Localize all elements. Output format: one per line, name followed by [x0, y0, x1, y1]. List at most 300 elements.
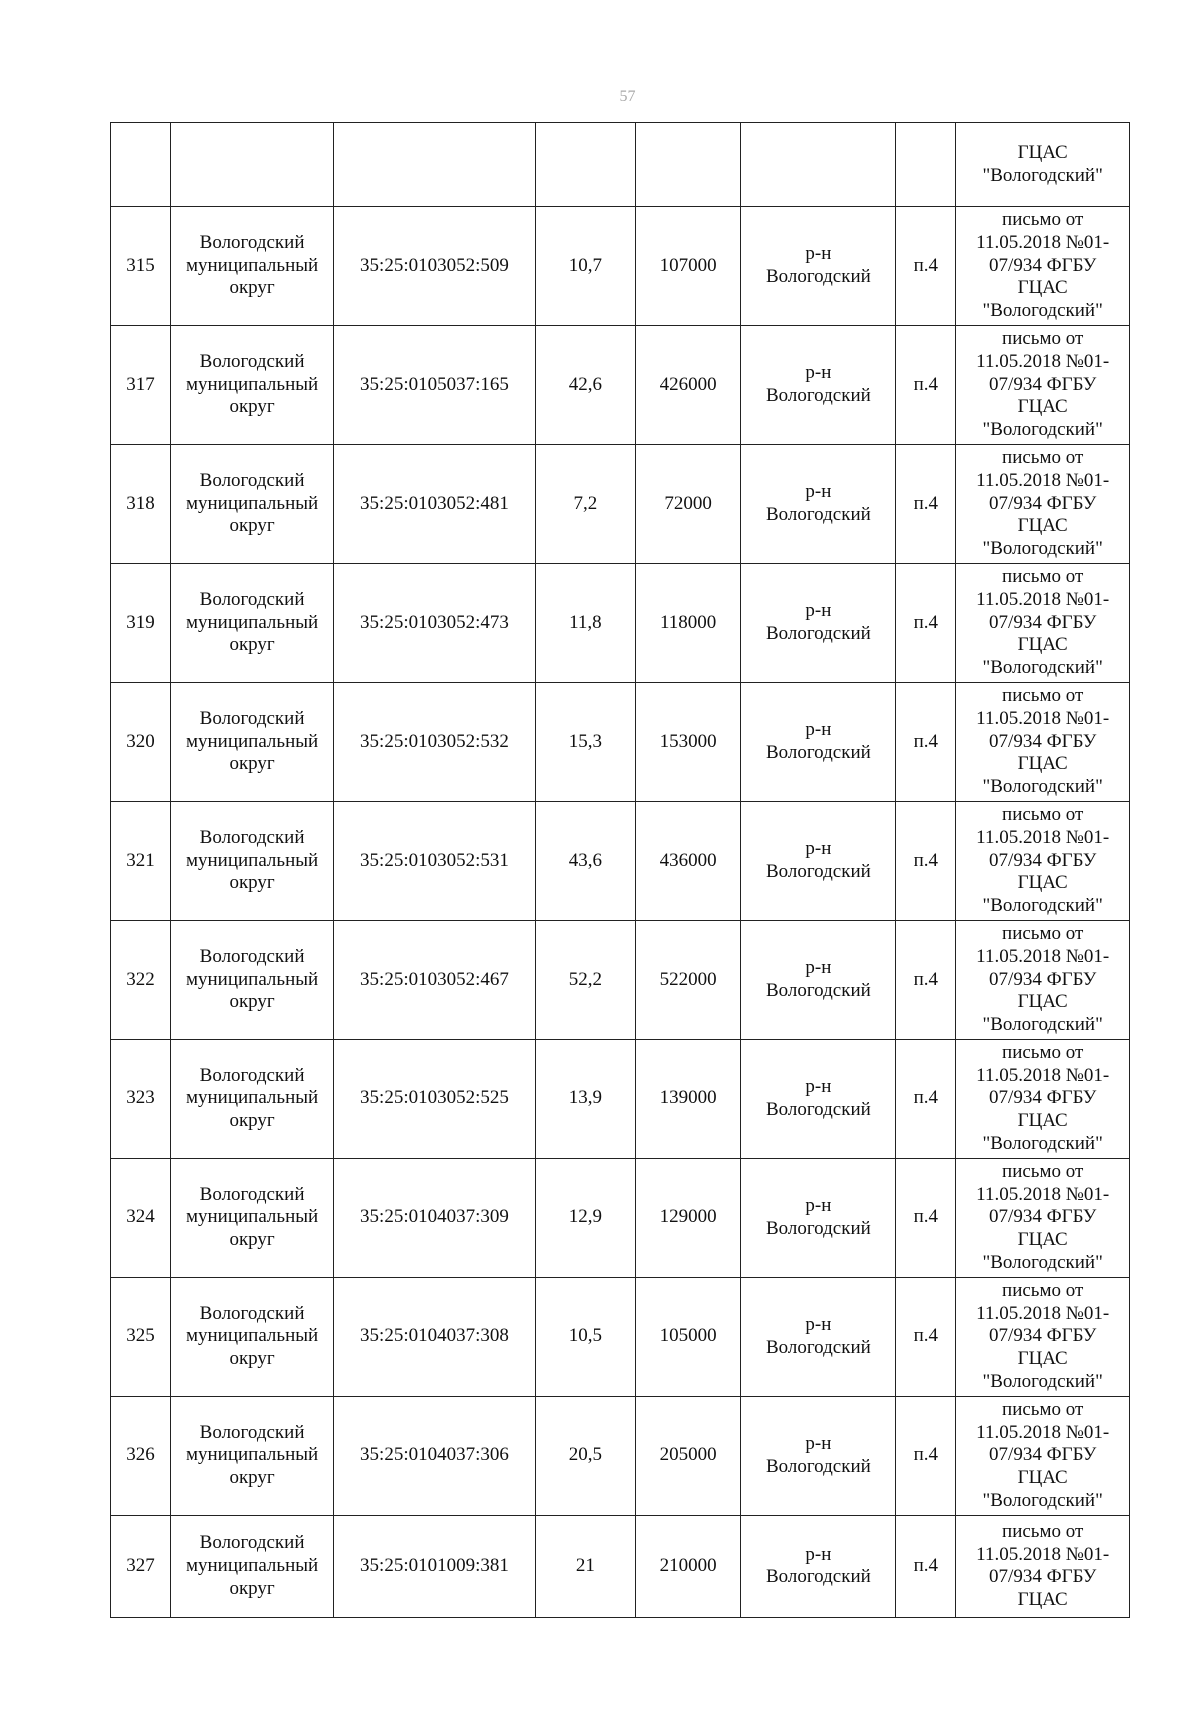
cell-name-text: Вологодский	[199, 588, 305, 610]
cell-note-text: ГЦАС	[1017, 872, 1068, 894]
cell-num	[111, 1277, 171, 1396]
cell-name-text: округ	[229, 753, 275, 775]
cell-note	[956, 1158, 1130, 1277]
cell-clause	[896, 1158, 956, 1277]
cell-num	[111, 1158, 171, 1277]
cell-area	[535, 207, 635, 326]
cell-district-text: Вологодский	[765, 265, 871, 287]
cell-note	[956, 801, 1130, 920]
cell-district-text: Вологодский	[765, 1098, 871, 1120]
cell-cadastral	[334, 1039, 536, 1158]
cell-num-text: 324	[126, 1206, 155, 1228]
cell-note	[956, 123, 1130, 207]
cell-num-text: 323	[126, 1087, 155, 1109]
cell-note	[956, 920, 1130, 1039]
cell-num	[111, 682, 171, 801]
cell-note-text: "Вологодский"	[982, 1014, 1103, 1036]
cell-note	[956, 1515, 1130, 1617]
cell-cadastral	[334, 920, 536, 1039]
cell-name-text: округ	[229, 1229, 275, 1251]
cell-district-text: р-н	[805, 838, 832, 860]
cell-name-text: округ	[229, 991, 275, 1013]
cell-num	[111, 1396, 171, 1515]
cell-name	[170, 1396, 333, 1515]
cell-clause-text: п.4	[913, 373, 939, 395]
cell-note-text: 07/934 ФГБУ	[989, 730, 1097, 752]
cell-area	[535, 1277, 635, 1396]
cell-note-text: 11.05.2018 №01-	[976, 588, 1110, 610]
cell-clause-text: п.4	[913, 1554, 939, 1576]
cell-num-text: 317	[126, 373, 155, 395]
cell-name-text: Вологодский	[199, 826, 305, 848]
cell-value	[635, 1158, 740, 1277]
cell-clause-text: п.4	[913, 611, 939, 633]
cell-clause	[896, 444, 956, 563]
cell-name-text: округ	[229, 872, 275, 894]
cell-note-text: письмо от	[1002, 1398, 1084, 1420]
cell-note-text: 11.05.2018 №01-	[976, 1421, 1110, 1443]
cell-note	[956, 207, 1130, 326]
cell-note-text: 07/934 ФГБУ	[989, 849, 1097, 871]
cell-cadastral	[334, 801, 536, 920]
cell-cadastral	[334, 123, 536, 207]
table-row	[111, 682, 1130, 801]
cell-value-text: 436000	[659, 849, 717, 871]
cell-area-text: 13,9	[568, 1087, 602, 1109]
cell-name	[170, 325, 333, 444]
cell-value	[635, 1396, 740, 1515]
cell-num	[111, 444, 171, 563]
cell-district-text: Вологодский	[765, 622, 871, 644]
cell-note-text: "Вологодский"	[982, 1252, 1103, 1274]
cell-note-text: 11.05.2018 №01-	[976, 945, 1110, 967]
cell-area	[535, 920, 635, 1039]
cell-district	[741, 682, 896, 801]
cell-name-text: округ	[229, 277, 275, 299]
cell-note-text: письмо от	[1002, 565, 1084, 587]
cell-name-text: Вологодский	[199, 1064, 305, 1086]
cell-district-text: Вологодский	[765, 1336, 871, 1358]
cell-clause	[896, 123, 956, 207]
cell-note	[956, 1396, 1130, 1515]
cell-cadastral	[334, 1277, 536, 1396]
cell-district-text: р-н	[805, 719, 832, 741]
cell-name	[170, 123, 333, 207]
cell-cadastral	[334, 563, 536, 682]
cell-value-text: 72000	[664, 492, 712, 514]
cell-note-text: 07/934 ФГБУ	[989, 254, 1097, 276]
table-row	[111, 801, 1130, 920]
cell-num-text: 322	[126, 968, 155, 990]
cell-name-text: Вологодский	[199, 350, 305, 372]
cell-note-text: 07/934 ФГБУ	[989, 492, 1097, 514]
cell-name-text: Вологодский	[199, 1183, 305, 1205]
cell-name-text: муниципальный	[185, 849, 319, 871]
cell-note-text: 11.05.2018 №01-	[976, 1543, 1110, 1565]
continued-row	[111, 123, 1130, 207]
cell-num-text: 326	[126, 1444, 155, 1466]
cell-num	[111, 1515, 171, 1617]
cell-area	[535, 1158, 635, 1277]
cell-area	[535, 123, 635, 207]
cell-note-text: 11.05.2018 №01-	[976, 707, 1110, 729]
cell-clause	[896, 1515, 956, 1617]
cell-district	[741, 207, 896, 326]
cell-cadastral-text: 35:25:0103052:481	[360, 492, 509, 514]
cell-note	[956, 682, 1130, 801]
cell-clause-text: п.4	[913, 492, 939, 514]
cell-note-text: "Вологодский"	[982, 895, 1103, 917]
cell-clause	[896, 325, 956, 444]
cell-note-text: 07/934 ФГБУ	[989, 968, 1097, 990]
cell-cadastral	[334, 325, 536, 444]
cell-name-text: округ	[229, 1467, 275, 1489]
cell-value	[635, 123, 740, 207]
cell-name-text: Вологодский	[199, 231, 305, 253]
cell-name-text: муниципальный	[185, 373, 319, 395]
cell-note-text: 11.05.2018 №01-	[976, 231, 1110, 253]
cell-area	[535, 444, 635, 563]
cell-name-text: муниципальный	[185, 1444, 319, 1466]
cell-district	[741, 920, 896, 1039]
cell-note-text: письмо от	[1002, 1520, 1084, 1542]
cell-note-text: письмо от	[1002, 446, 1084, 468]
cell-note	[956, 444, 1130, 563]
cell-cadastral	[334, 1396, 536, 1515]
cell-clause-text: п.4	[913, 254, 939, 276]
note-line: "Вологодский"	[982, 164, 1103, 186]
cell-clause-text: п.4	[913, 1325, 939, 1347]
cell-clause-text: п.4	[913, 968, 939, 990]
cell-cadastral	[334, 444, 536, 563]
cell-name-text: Вологодский	[199, 707, 305, 729]
cell-note-text: 07/934 ФГБУ	[989, 1444, 1097, 1466]
cell-name	[170, 801, 333, 920]
cell-name-text: муниципальный	[185, 254, 319, 276]
cell-cadastral	[334, 1158, 536, 1277]
cell-value-text: 139000	[659, 1087, 717, 1109]
cell-note	[956, 563, 1130, 682]
cell-note-text: 11.05.2018 №01-	[976, 350, 1110, 372]
cell-note	[956, 325, 1130, 444]
cell-note-text: ГЦАС	[1017, 753, 1068, 775]
cell-area-text: 11,8	[569, 611, 602, 633]
cell-name	[170, 563, 333, 682]
cell-name-text: Вологодский	[199, 469, 305, 491]
cell-district	[741, 123, 896, 207]
cell-note-text: ГЦАС	[1017, 515, 1068, 537]
cell-name-text: округ	[229, 396, 275, 418]
cell-note-text: "Вологодский"	[982, 538, 1103, 560]
cell-note-text: "Вологодский"	[982, 1133, 1103, 1155]
cell-value-text: 205000	[659, 1444, 717, 1466]
cell-note-text: "Вологодский"	[982, 300, 1103, 322]
cell-cadastral-text: 35:25:0104037:309	[360, 1206, 509, 1228]
cell-name-text: муниципальный	[185, 1325, 319, 1347]
cell-name-text: муниципальный	[185, 492, 319, 514]
cell-note-text: письмо от	[1002, 684, 1084, 706]
cell-area-text: 12,9	[568, 1206, 602, 1228]
cell-area-text: 43,6	[568, 849, 602, 871]
cell-num	[111, 1039, 171, 1158]
cell-clause-text: п.4	[913, 849, 939, 871]
cell-name-text: муниципальный	[185, 730, 319, 752]
cell-area	[535, 563, 635, 682]
cell-name-text: Вологодский	[199, 945, 305, 967]
cell-note-text: 07/934 ФГБУ	[989, 373, 1097, 395]
cell-name-text: Вологодский	[199, 1421, 305, 1443]
cell-district	[741, 444, 896, 563]
cell-area	[535, 801, 635, 920]
cell-clause	[896, 563, 956, 682]
cell-district	[741, 1515, 896, 1617]
cell-num-text: 315	[126, 254, 155, 276]
cell-note-text: письмо от	[1002, 922, 1084, 944]
cell-district-text: Вологодский	[765, 741, 871, 763]
cell-num	[111, 563, 171, 682]
cell-district-text: р-н	[805, 957, 832, 979]
cell-note-text: 11.05.2018 №01-	[976, 1064, 1110, 1086]
cell-name-text: муниципальный	[185, 1554, 319, 1576]
cell-note-text: ГЦАС	[1017, 1110, 1068, 1132]
cell-clause	[896, 1396, 956, 1515]
cell-cadastral-text: 35:25:0104037:308	[360, 1325, 509, 1347]
cell-note-text: 07/934 ФГБУ	[989, 1087, 1097, 1109]
cell-num	[111, 325, 171, 444]
cell-note-text: письмо от	[1002, 1160, 1084, 1182]
cell-clause-text: п.4	[913, 1206, 939, 1228]
note-line: ГЦАС	[1017, 141, 1068, 163]
cell-name-text: Вологодский	[199, 1302, 305, 1324]
cell-cadastral-text: 35:25:0104037:306	[360, 1444, 509, 1466]
cell-num	[111, 123, 171, 207]
cell-value-text: 426000	[659, 373, 717, 395]
cell-clause	[896, 682, 956, 801]
cell-value-text: 107000	[659, 254, 717, 276]
cell-district-text: р-н	[805, 1076, 832, 1098]
cell-district-text: Вологодский	[765, 1455, 871, 1477]
cell-value-text: 522000	[659, 968, 717, 990]
cell-district-text: р-н	[805, 600, 832, 622]
cell-note-text: ГЦАС	[1017, 634, 1068, 656]
table-row	[111, 1277, 1130, 1396]
cell-name	[170, 920, 333, 1039]
cell-name-text: муниципальный	[185, 1087, 319, 1109]
cell-clause	[896, 207, 956, 326]
cell-area-text: 52,2	[568, 968, 602, 990]
cell-note-text: 11.05.2018 №01-	[976, 469, 1110, 491]
cell-note	[956, 1039, 1130, 1158]
cell-value	[635, 444, 740, 563]
cell-name	[170, 1515, 333, 1617]
cell-note-text: ГЦАС	[1017, 277, 1068, 299]
cell-cadastral	[334, 682, 536, 801]
cell-name-text: Вологодский	[199, 1532, 305, 1554]
cell-num	[111, 207, 171, 326]
cell-area-text: 20,5	[568, 1444, 602, 1466]
cell-note-text: письмо от	[1002, 803, 1084, 825]
cell-num-text: 320	[126, 730, 155, 752]
cell-cadastral-text: 35:25:0103052:473	[360, 611, 509, 633]
cell-district-text: Вологодский	[765, 1217, 871, 1239]
cell-name	[170, 1158, 333, 1277]
cell-district	[741, 563, 896, 682]
cell-name-text: округ	[229, 634, 275, 656]
cell-value-text: 210000	[659, 1554, 717, 1576]
cell-clause	[896, 920, 956, 1039]
cell-name-text: муниципальный	[185, 611, 319, 633]
cell-note-text: "Вологодский"	[982, 657, 1103, 679]
cell-value-text: 118000	[660, 611, 717, 633]
cell-district-text: Вологодский	[765, 860, 871, 882]
cell-value	[635, 920, 740, 1039]
cell-name	[170, 682, 333, 801]
cell-clause-text: п.4	[913, 1444, 939, 1466]
cell-district	[741, 325, 896, 444]
cell-name-text: округ	[229, 515, 275, 537]
cell-name	[170, 1039, 333, 1158]
cell-note-text: письмо от	[1002, 1279, 1084, 1301]
cell-district-text: р-н	[805, 481, 832, 503]
cell-cadastral-text: 35:25:0103052:532	[360, 730, 509, 752]
cell-note-text: 07/934 ФГБУ	[989, 1206, 1097, 1228]
table-row	[111, 207, 1130, 326]
cell-note-text: ГЦАС	[1017, 1589, 1068, 1611]
cell-num-text: 325	[126, 1325, 155, 1347]
cell-area	[535, 325, 635, 444]
cell-district	[741, 1158, 896, 1277]
table-row	[111, 563, 1130, 682]
cell-area-text: 15,3	[568, 730, 602, 752]
cell-district	[741, 1039, 896, 1158]
cell-name-text: муниципальный	[185, 1206, 319, 1228]
cell-cadastral	[334, 207, 536, 326]
cell-clause-text: п.4	[913, 1087, 939, 1109]
cell-value	[635, 1277, 740, 1396]
table-row	[111, 444, 1130, 563]
cell-cadastral	[334, 1515, 536, 1617]
cell-value	[635, 682, 740, 801]
page-number: 57	[619, 88, 636, 105]
cell-area-text: 10,7	[568, 254, 602, 276]
cell-clause-text: п.4	[913, 730, 939, 752]
cell-num-text: 327	[126, 1554, 155, 1576]
cell-note-text: "Вологодский"	[982, 776, 1103, 798]
cell-cadastral-text: 35:25:0105037:165	[360, 373, 509, 395]
cell-note-text: ГЦАС	[1017, 1467, 1068, 1489]
cell-district	[741, 1277, 896, 1396]
cell-note-text: письмо от	[1002, 1041, 1084, 1063]
cell-district	[741, 1396, 896, 1515]
cell-num	[111, 801, 171, 920]
property-table	[110, 122, 1130, 1618]
cell-value	[635, 1515, 740, 1617]
cell-value	[635, 325, 740, 444]
table-row	[111, 1039, 1130, 1158]
table-row	[111, 920, 1130, 1039]
cell-district-text: р-н	[805, 362, 832, 384]
cell-note-text: 07/934 ФГБУ	[989, 611, 1097, 633]
cell-area-text: 42,6	[568, 373, 602, 395]
cell-note-text: 11.05.2018 №01-	[976, 1183, 1110, 1205]
cell-cadastral-text: 35:25:0103052:467	[360, 968, 509, 990]
cell-district-text: Вологодский	[765, 503, 871, 525]
cell-num-text: 318	[126, 492, 155, 514]
cell-name	[170, 207, 333, 326]
cell-clause	[896, 1277, 956, 1396]
table-row	[111, 1158, 1130, 1277]
cell-area	[535, 1396, 635, 1515]
cell-area	[535, 1515, 635, 1617]
cell-num-text: 321	[126, 849, 155, 871]
cell-note-text: ГЦАС	[1017, 1348, 1068, 1370]
cell-district-text: р-н	[805, 243, 832, 265]
cell-clause	[896, 1039, 956, 1158]
table-row	[111, 325, 1130, 444]
cell-area	[535, 1039, 635, 1158]
cell-cadastral-text: 35:25:0101009:381	[360, 1554, 509, 1576]
cell-note-text: "Вологодский"	[982, 1371, 1103, 1393]
cell-note-text: "Вологодский"	[982, 419, 1103, 441]
cell-note-text: ГЦАС	[1017, 1229, 1068, 1251]
cell-note-text: 11.05.2018 №01-	[976, 826, 1110, 848]
cell-district-text: р-н	[805, 1543, 832, 1565]
cell-value-text: 153000	[659, 730, 717, 752]
cell-cadastral-text: 35:25:0103052:531	[360, 849, 509, 871]
cell-cadastral-text: 35:25:0103052:525	[360, 1087, 509, 1109]
cell-name	[170, 1277, 333, 1396]
cell-district-text: р-н	[805, 1433, 832, 1455]
cell-note-text: ГЦАС	[1017, 396, 1068, 418]
cell-note-text: письмо от	[1002, 327, 1084, 349]
cell-district	[741, 801, 896, 920]
cell-area	[535, 682, 635, 801]
cell-name-text: округ	[229, 1348, 275, 1370]
cell-district-text: р-н	[805, 1195, 832, 1217]
cell-note-text: ГЦАС	[1017, 991, 1068, 1013]
cell-area-text: 10,5	[568, 1325, 602, 1347]
cell-name-text: округ	[229, 1577, 275, 1599]
cell-value	[635, 563, 740, 682]
cell-name-text: муниципальный	[185, 968, 319, 990]
cell-note-text: 11.05.2018 №01-	[976, 1302, 1110, 1324]
table-body	[111, 123, 1130, 1618]
cell-note-text: "Вологодский"	[982, 1490, 1103, 1512]
cell-num	[111, 920, 171, 1039]
cell-num-text: 319	[126, 611, 155, 633]
table-row	[111, 1396, 1130, 1515]
cell-cadastral-text: 35:25:0103052:509	[360, 254, 509, 276]
cell-district-text: Вологодский	[765, 979, 871, 1001]
cell-note-text: 07/934 ФГБУ	[989, 1566, 1097, 1588]
cell-clause	[896, 801, 956, 920]
cell-district-text: Вологодский	[765, 384, 871, 406]
cell-district-text: р-н	[805, 1314, 832, 1336]
cell-value	[635, 801, 740, 920]
cell-value-text: 129000	[659, 1206, 717, 1228]
cell-district-text: Вологодский	[765, 1566, 871, 1588]
cell-value	[635, 207, 740, 326]
cell-note-text: письмо от	[1002, 209, 1084, 230]
cell-area-text: 7,2	[573, 492, 598, 514]
table-row	[111, 1515, 1130, 1617]
cell-name-text: округ	[229, 1110, 275, 1132]
cell-note	[956, 1277, 1130, 1396]
cell-name	[170, 444, 333, 563]
cell-note-text: 07/934 ФГБУ	[989, 1325, 1097, 1347]
cell-value-text: 105000	[659, 1325, 717, 1347]
cell-area-text: 21	[575, 1554, 595, 1576]
